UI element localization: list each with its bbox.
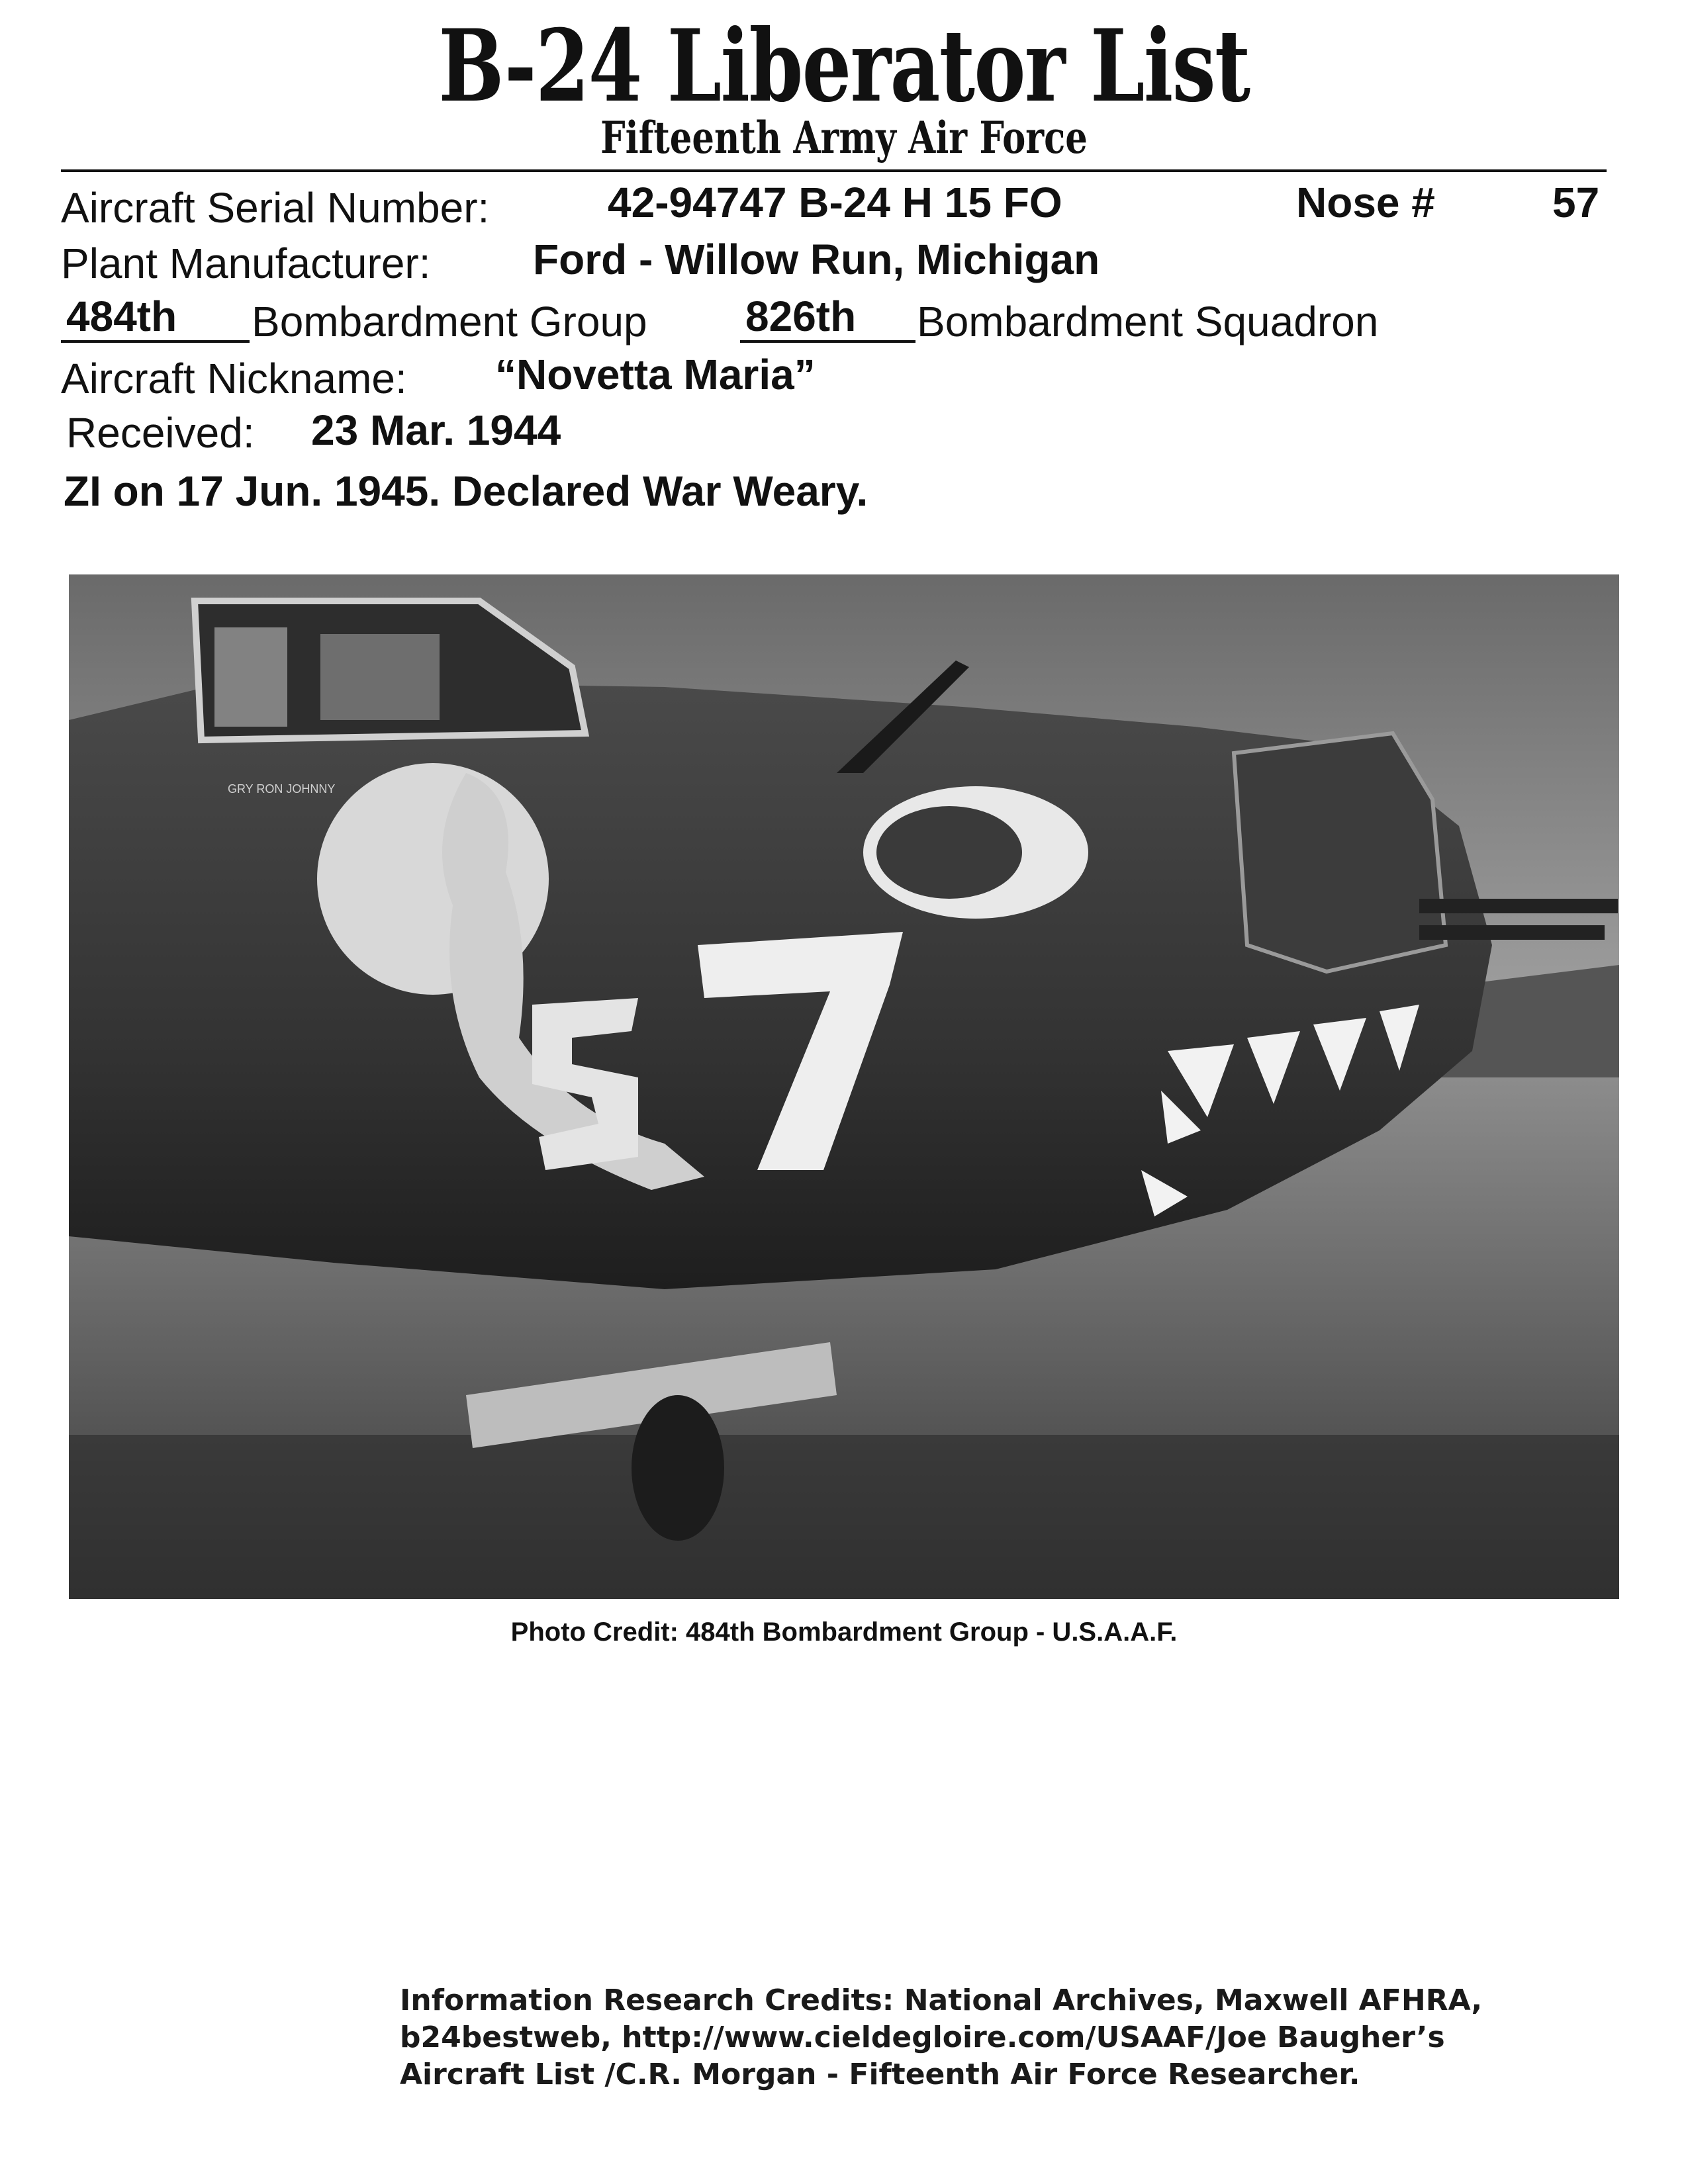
research-credits [400,1982,1525,2093]
aircraft-photo [69,574,1619,1599]
page-title: B-24 Liberator List [438,8,1250,124]
squadron-underline [740,340,915,343]
research-credits-line-1: Information Research Credits: National Archives, Maxwell AFHRA, [400,1983,1483,2017]
squadron-number: 826th [745,293,857,340]
manufacturer-label: Plant Manufacturer: [61,240,431,287]
research-credits-line-2: b24bestweb, http://www.cieldegloire.com/USAAF/Joe Baugher’s [400,2021,1445,2054]
group-underline [61,340,250,343]
nickname-label: Aircraft Nickname: [61,355,407,402]
nose-value: 57 [1552,179,1600,226]
serial-label: Aircraft Serial Number: [61,184,490,232]
received-label: Received: [66,409,255,457]
received-value: 23 Mar. 1944 [311,406,561,454]
serial-value: 42-94747 B-24 H 15 FO [608,179,1062,226]
fate-text: ZI on 17 Jun. 1945. Declared War Weary. [64,467,868,515]
title-divider [61,169,1607,172]
group-label: Bombardment Group [252,298,647,345]
photo-credit: Photo Credit: 484th Bombardment Group - U.S.A.A.F. [510,1617,1178,1647]
serial-row [61,184,489,232]
group-number: 484th [66,293,177,340]
page-subtitle: Fifteenth Army Air Force [600,112,1088,163]
b24-nose-photo-illustration [69,574,1619,1599]
nose-label: Nose # [1296,179,1435,226]
nose-art-caption: GRY RON JOHNNY [228,782,336,796]
manufacturer-value: Ford - Willow Run, Michigan [533,236,1100,283]
nickname-value: “Novetta Maria” [495,351,816,398]
research-credits-line-3: Aircraft List /C.R. Morgan - Fifteenth Air Force Researcher. [400,2058,1360,2091]
squadron-label: Bombardment Squadron [917,298,1379,345]
